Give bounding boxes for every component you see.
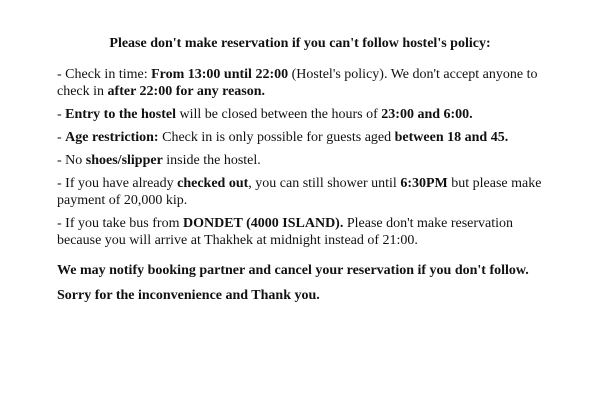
rule-text: (Hostel's policy). We don't accept anyone to check in <box>57 67 538 99</box>
rule-entry-hours <box>57 106 557 123</box>
rule-text: , you can still shower until <box>248 176 401 191</box>
rule-text: - Check in time: <box>57 67 152 82</box>
rule-age-restriction <box>57 129 557 146</box>
rule-check-in-time <box>57 66 557 100</box>
rule-emphasis: Age restriction: <box>65 130 159 145</box>
rule-text: Check in is only possible for guests aged <box>158 130 395 145</box>
rule-emphasis: checked out <box>177 176 249 191</box>
rule-text: - If you take bus from <box>57 216 183 231</box>
rule-text: - If you have already <box>57 176 178 191</box>
rule-text: - <box>57 107 66 122</box>
rule-text: - No <box>57 153 86 168</box>
rule-text: inside the hostel. <box>162 153 261 168</box>
rule-text: but please make payment of 20,000 kip. <box>57 176 542 208</box>
rule-emphasis: between 18 and 45. <box>394 130 509 145</box>
rule-emphasis: shoes/slipper <box>85 153 163 168</box>
rule-emphasis: Entry to the hostel <box>65 107 176 122</box>
rule-checked-out-shower <box>57 175 557 209</box>
document-title: Please don't make reservation if you can't follow hostel's policy: <box>109 36 491 51</box>
cancellation-notice: We may notify booking partner and cancel your reservation if you don't follow. <box>57 263 529 278</box>
policy-footer <box>57 262 577 312</box>
rule-emphasis: DONDET (4000 ISLAND). <box>182 216 344 231</box>
rule-emphasis: From 13:00 until 22:00 <box>151 67 289 82</box>
rule-no-shoes <box>57 152 557 169</box>
thank-you-note: Sorry for the inconvenience and Thank you. <box>57 288 320 303</box>
rule-dondet-bus <box>57 215 557 249</box>
rule-emphasis: after 22:00 for any reason. <box>107 84 266 99</box>
policy-rules-list <box>57 66 557 255</box>
rule-text: will be closed between the hours of <box>176 107 382 122</box>
rule-text: - <box>57 130 66 145</box>
rule-emphasis: 23:00 and 6:00. <box>381 107 473 122</box>
rule-text: Please don't make reservation because you will arrive at Thakhek at midnight instead of 21:00. <box>57 216 514 248</box>
rule-emphasis: 6:30PM <box>400 176 448 191</box>
